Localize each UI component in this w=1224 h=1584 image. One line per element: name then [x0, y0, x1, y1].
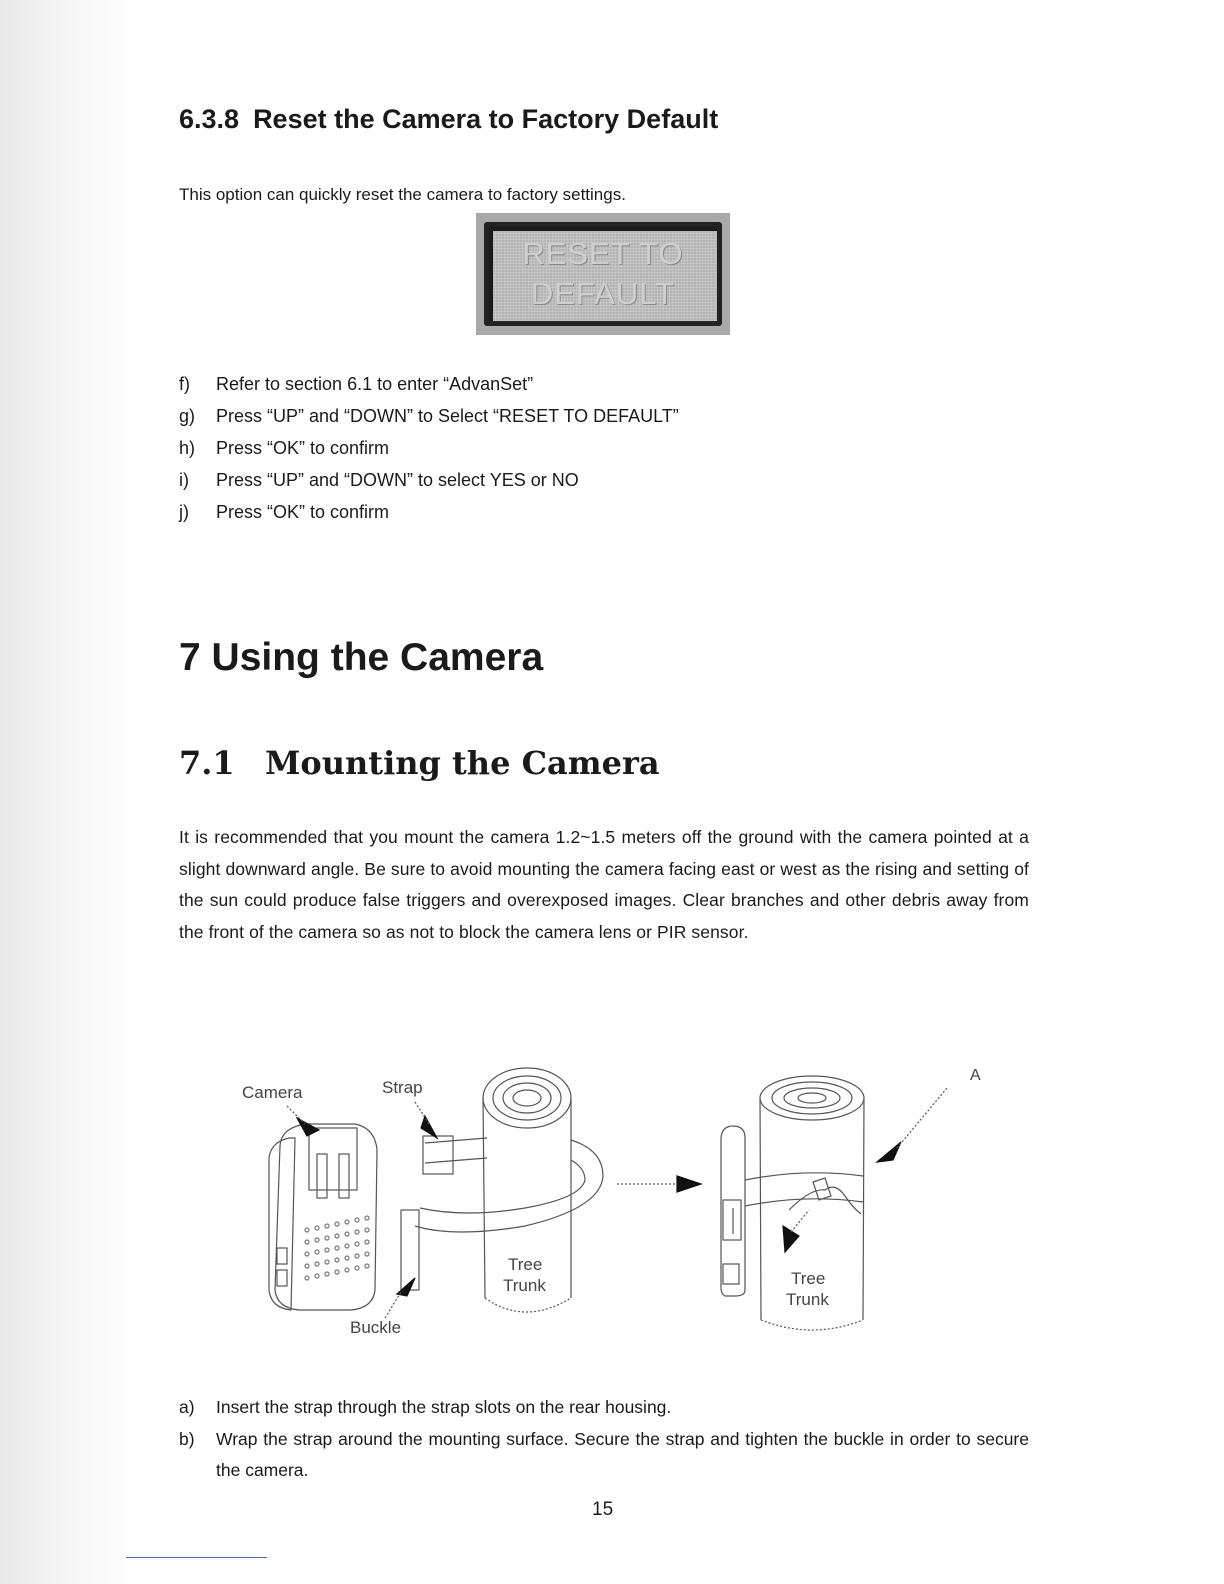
transition-arrow-icon [617, 1176, 701, 1192]
camera-right [721, 1126, 745, 1296]
reset-steps-list [179, 371, 679, 531]
label-buckle: Buckle [350, 1318, 402, 1337]
section-heading-6-3-8 [179, 104, 718, 135]
camera-left [269, 1124, 419, 1310]
strap-right [745, 1173, 863, 1214]
list-text: Refer to section 6.1 to enter “AdvanSet” [216, 374, 534, 394]
label-a: A [970, 1067, 981, 1084]
strap-left [415, 1136, 603, 1232]
list-marker: h) [179, 438, 196, 458]
lcd-line-1: RESET TO [522, 236, 684, 271]
section-title: Reset the Camera to Factory Default [253, 104, 719, 134]
lcd-display [484, 222, 722, 326]
section-heading-7-1 [179, 744, 660, 782]
mounting-illustration [225, 1058, 1015, 1358]
lcd-line-2: DEFAULT [530, 276, 676, 311]
arrow-buckle-right [783, 1226, 799, 1252]
mounting-diagram-svg [225, 1058, 1015, 1358]
list-marker: j) [179, 502, 189, 522]
list-item [179, 435, 679, 467]
pir-led-grid [305, 1216, 369, 1280]
label-trunk-left: Trunk [503, 1276, 546, 1295]
mounting-paragraph: It is recommended that you mount the camera 1.2~1.5 meters off the ground with the camera pointed at a slight downward angle. Be sure to avoid mounting the camera facing east or west as the rising and setting of the sun could produce false triggers and overexposed images. Clear branches and other debris away from the front of the camera so as not to block the camera lens or PIR sensor. [179, 827, 1029, 942]
arrow-a [877, 1142, 901, 1162]
list-item [179, 403, 679, 435]
arrow-strap [421, 1116, 437, 1138]
chapter-title: Using the Camera [211, 636, 544, 679]
label-trunk-right: Trunk [786, 1290, 829, 1309]
lcd-screenshot [476, 213, 730, 335]
list-text: Press “OK” to confirm [216, 438, 390, 458]
list-item [179, 467, 679, 499]
list-marker: i) [179, 470, 189, 490]
list-text: Wrap the strap around the mounting surface. Secure the strap and tighten the buckle in order to secure the camera. [216, 1428, 1029, 1480]
arrow-camera [297, 1118, 319, 1136]
label-tree-left: Tree [508, 1255, 543, 1274]
list-marker: f) [179, 374, 190, 394]
label-camera: Camera [242, 1083, 303, 1102]
chapter-number: 7 [179, 636, 201, 679]
scan-shadow [0, 0, 140, 1584]
mounting-steps-list [179, 1392, 1029, 1487]
list-text: Press “OK” to confirm [216, 502, 390, 522]
list-item [179, 1424, 1029, 1487]
list-marker: a) [179, 1397, 195, 1417]
intro-text: This option can quickly reset the camera to factory settings. [179, 185, 626, 204]
section-title: Mounting the Camera [265, 744, 660, 782]
list-item [179, 371, 679, 403]
section-number: 6.3.8 [179, 104, 240, 134]
list-text: Press “UP” and “DOWN” to select YES or NO [216, 470, 579, 490]
chapter-heading [179, 636, 543, 680]
list-item [179, 499, 679, 531]
footer-rule [126, 1557, 267, 1558]
list-marker: g) [179, 406, 196, 426]
list-marker: b) [179, 1428, 195, 1449]
label-tree-right: Tree [791, 1269, 826, 1288]
list-item [179, 1392, 1029, 1424]
section-number: 7.1 [179, 744, 235, 782]
list-text: Insert the strap through the strap slots on the rear housing. [216, 1397, 672, 1417]
page-number: 15 [592, 1499, 614, 1520]
list-text: Press “UP” and “DOWN” to Select “RESET TO DEFAULT” [216, 406, 679, 426]
label-strap: Strap [382, 1078, 423, 1097]
